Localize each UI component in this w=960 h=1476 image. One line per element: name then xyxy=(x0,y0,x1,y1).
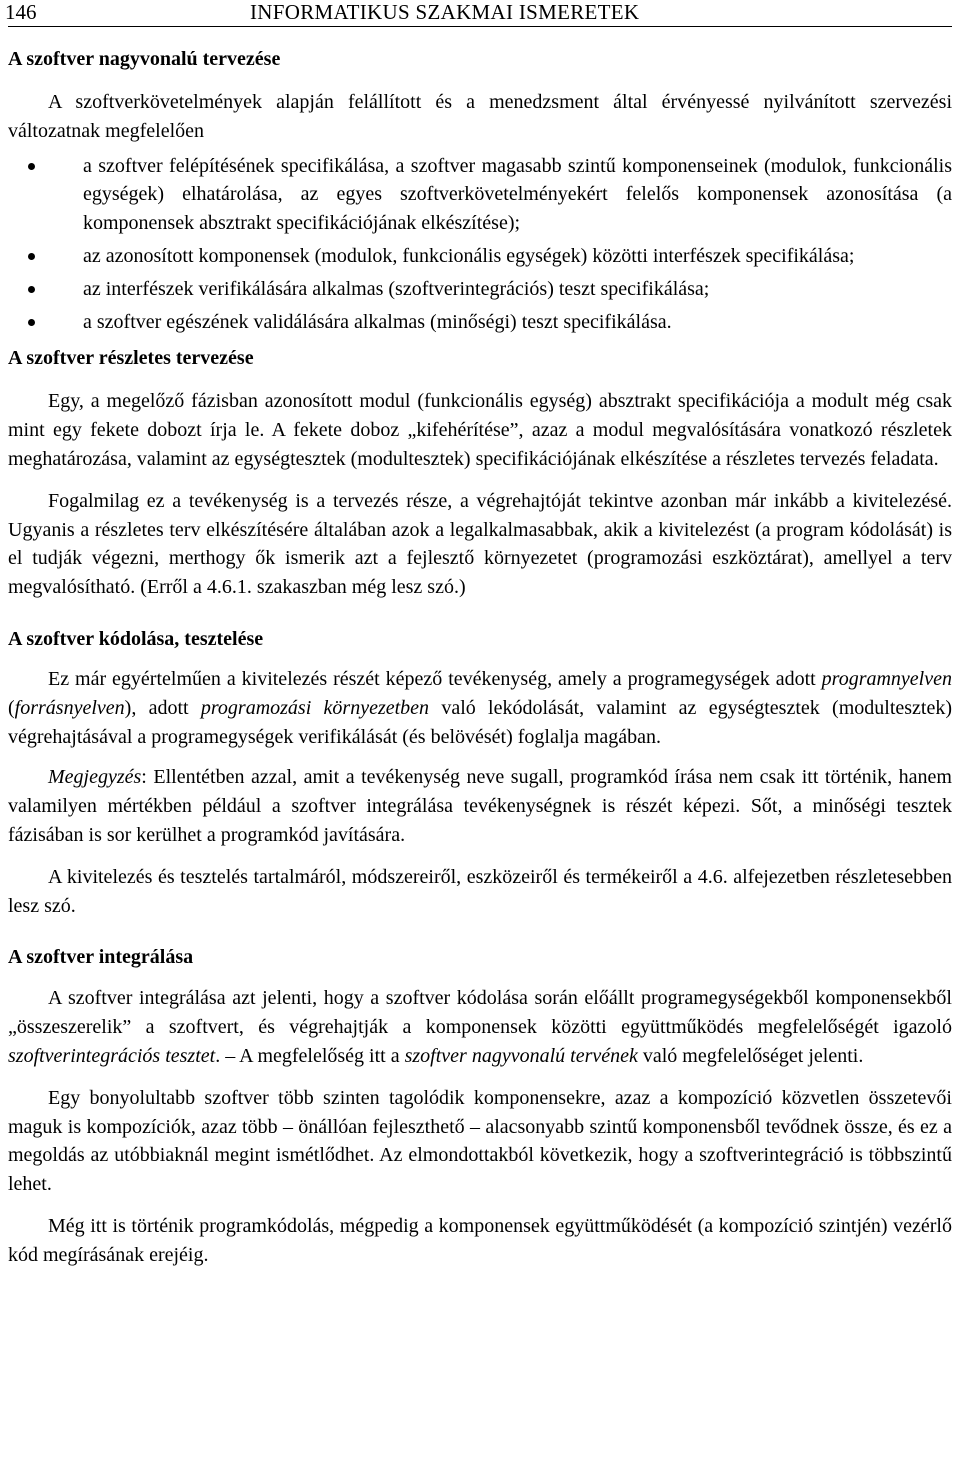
paragraph xyxy=(8,984,952,1070)
paragraph: A kivitelezés és tesztelés tartalmáról, módszereiről, eszközeiről és termékeiről a 4.6. alfejezetben részletesebben lesz szó. xyxy=(8,865,952,917)
italic-term: programnyelven xyxy=(821,667,952,690)
paragraph: Még itt is történik programkódolás, mégpedig a komponensek együttműködését (a kompozíció szintjén) vezérlő kód megírásának erejéig. xyxy=(8,1214,952,1266)
italic-term: programozási környezetben xyxy=(200,696,430,719)
list-item: az interfészek verifikálására alkalmas (szoftverintegrációs) teszt specifikálása; xyxy=(83,275,952,304)
italic-term: forrásnyelven xyxy=(14,696,125,719)
text-run: : Ellentétben azzal, amit a tevékenység neve sugall, programkód írása nem csak itt történik, hanem valamilyen mértékben például a szoftver integrálása tevékenységnek is részét képezi. Sőt, a minőségi tesztek fázisában is sor kerülhet a programkód javítására. xyxy=(8,766,952,846)
paragraph-intro: A szoftverkövetelmények alapján felállított és a menedzsment által érvényessé nyilvánított szervezési változatnak megfelelően xyxy=(8,91,952,142)
list-item: az azonosított komponensek (modulok, funkcionális egységek) közötti interfészek specifikálása; xyxy=(83,242,952,271)
note-label: Megjegyzés xyxy=(48,766,142,789)
italic-term: szoftver nagyvonalú tervének xyxy=(404,1044,638,1067)
list-item: a szoftver felépítésének specifikálása, a szoftver magasabb szintű komponenseinek (modulok, funkcionális egységek) elhatárolása, az egyes szoftverkövetelményekért felelős komponensek azonosítása (a komponensek absztrakt specifikációjának elkészítése); xyxy=(83,152,952,238)
running-header xyxy=(5,0,952,27)
note-paragraph xyxy=(8,763,952,849)
section-heading-nagyvonalu: A szoftver nagyvonalú tervezése xyxy=(8,48,281,70)
document-page xyxy=(5,0,953,1270)
paragraph: Egy bonyolultabb szoftver több szinten tagolódik komponensekre, azaz a kompozíció közvetlen összetevői maguk is kompozíciók, azaz több – önállóan fejleszthető – alacsonyabb szintű komponensből tevődnek össze, és ez a megoldás az utóbbiaknál megint ismétlődhet. Az elmondottakból következik, hogy a szoftverintegráció is többszintű lehet. xyxy=(8,1086,952,1196)
list-item: a szoftver egészének validálására alkalmas (minőségi) teszt specifikálása. xyxy=(83,308,952,337)
text-run: A szoftver integrálása azt jelenti, hogy a szoftver kódolása során előállt programegységekből komponensekből „összeszerelik” a szoftvert, és végrehajtják a komponensek közötti együttműködés megfelelőségét igazoló xyxy=(8,987,952,1039)
paragraph xyxy=(8,665,952,751)
text-run: . – A megfelelőség itt a xyxy=(215,1044,405,1067)
text-run: Ez már egyértelműen a kivitelezés részét képező tevékenység, amely a programegységek adott xyxy=(48,667,822,690)
section-heading-integralas: A szoftver integrálása xyxy=(8,946,194,969)
text-run: való megfelelőséget jelenti. xyxy=(637,1044,864,1067)
italic-term: szoftverintegrációs tesztet xyxy=(8,1044,216,1067)
section-heading-kodolas: A szoftver kódolása, tesztelése xyxy=(8,627,264,650)
paragraph: Fogalmilag ez a tevékenység is a tervezés része, a végrehajtóját tekintve azonban már inkább a kivitelezésé. Ugyanis a részletes terv elkészítésére általában azok a legalkalmasabbak, akik a kivitelezést (a program kódolását) is el tudják végezni, merthogy ők ismerik azt a fejlesztő környezetet (programozási eszköztárat), amellyel a terv megvalósítható. (Erről a 4.6.1. szakaszban még lesz szó.) xyxy=(8,489,952,599)
bullet-list xyxy=(8,152,952,337)
text-run: ( xyxy=(8,696,15,719)
page-number: 146 xyxy=(5,0,37,24)
text-run: való lekódolását, valamint az egységtesztek (modultesztek) végrehajtásával a programegységek verifikálását (és belövését) foglalja magában. xyxy=(8,696,953,748)
paragraph: Egy, a megelőző fázisban azonosított modul (funkcionális egység) absztrakt specifikációja a modult még csak mint egy fekete dobozt írja le. A fekete doboz „kifehérítése”, azaz a modul megvalósítására vonatkozó részletek meghatározása, valamint az egységtesztek (modultesztek) specifikációjának elkészítése a részletes tervezés feladata. xyxy=(8,390,952,470)
text-run: ), adott xyxy=(124,696,201,719)
section-heading-reszletes: A szoftver részletes tervezése xyxy=(8,347,254,370)
running-title: INFORMATIKUS SZAKMAI ISMERETEK xyxy=(250,0,640,24)
